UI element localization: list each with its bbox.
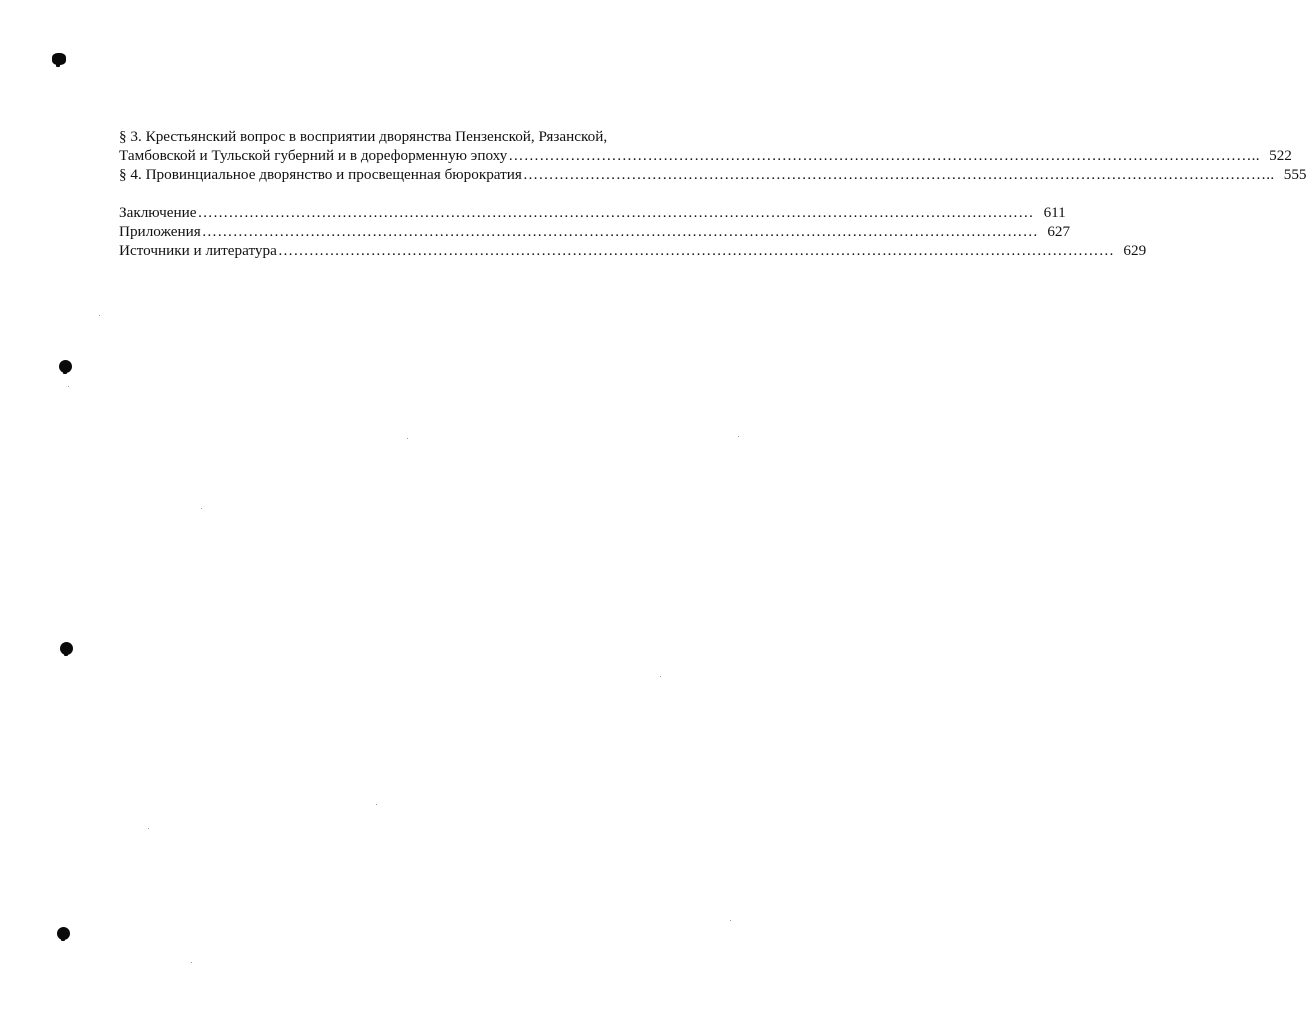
punch-hole-mark: [57, 927, 70, 940]
toc-page-number: 555: [1283, 166, 1307, 183]
toc-leader-dots: ………………………………………………………………………………………………………………………………………………: [197, 204, 1034, 221]
toc-entry-section3-line1: [119, 127, 719, 146]
scan-speck: [201, 508, 202, 509]
toc-entry-title: Приложения: [119, 223, 201, 240]
toc-entry-title: Тамбовской и Тульской губерний и в дореформенную эпоху: [119, 147, 508, 164]
table-of-contents: [119, 127, 1307, 260]
toc-leader-dots: ………………………………………………………………………………………………………………………………………………: [277, 242, 1115, 259]
toc-page-number: 611: [1043, 204, 1066, 221]
toc-entry-title: Источники и литература: [119, 242, 277, 259]
toc-entry-title: § 4. Провинциальное дворянство и просвещенная бюрократия: [119, 166, 522, 183]
toc-entry-section3: [119, 146, 1292, 165]
punch-hole-mark: [59, 360, 72, 373]
scan-speck: [407, 438, 408, 439]
scan-speck: [99, 315, 100, 316]
punch-hole-mark: [52, 53, 66, 65]
toc-leader-dots: ………………………………………………………………………………………………………………………………..: [508, 147, 1260, 164]
toc-entry-title: § 3. Крестьянский вопрос в восприятии дворянства Пензенской, Рязанской,: [119, 128, 608, 145]
toc-page-number: 627: [1047, 223, 1071, 240]
toc-spacer: [119, 184, 719, 203]
scan-speck: [68, 386, 69, 387]
toc-leader-dots: ………………………………………………………………………………………………………………………………………………: [201, 223, 1039, 240]
toc-leader-dots: ………………………………………………………………………………………………………………………………..: [522, 166, 1275, 183]
scan-speck: [660, 676, 661, 677]
toc-entry-title: Заключение: [119, 204, 197, 221]
toc-entry-conclusion: [119, 203, 1066, 222]
scan-speck: [191, 962, 192, 963]
punch-hole-mark: [60, 642, 73, 655]
scan-speck: [376, 804, 377, 805]
toc-entry-appendices: [119, 222, 1071, 241]
scan-speck: [738, 436, 739, 437]
scan-speck: [730, 920, 731, 921]
toc-page-number: 522: [1269, 147, 1292, 164]
toc-entry-section4: [119, 165, 1307, 184]
toc-entry-sources: [119, 241, 1147, 260]
scan-speck: [148, 828, 149, 829]
toc-page-number: 629: [1123, 242, 1147, 259]
